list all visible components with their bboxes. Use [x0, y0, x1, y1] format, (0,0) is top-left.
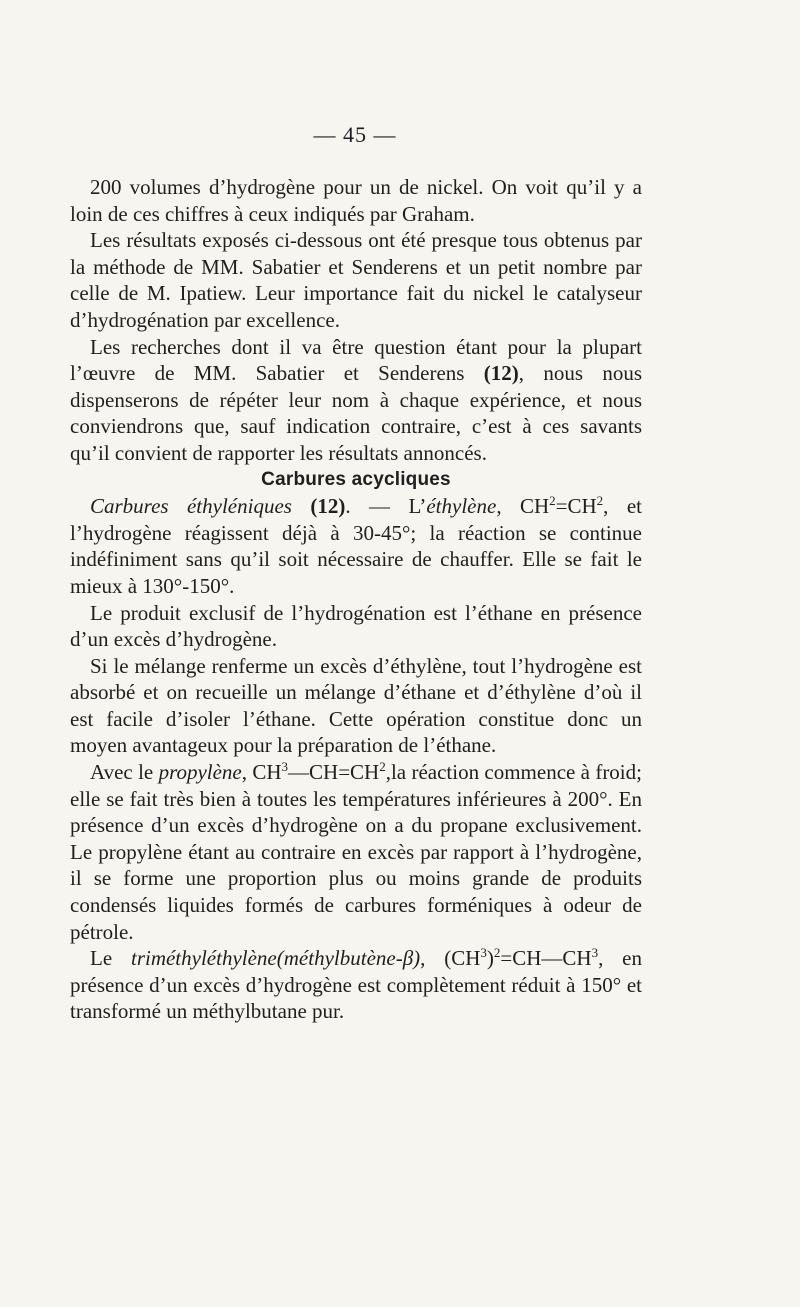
formula-part: , CH [241, 760, 282, 785]
reference-12-b: (12) [291, 494, 346, 519]
subscript-num: 3 [480, 945, 487, 961]
formula-part: ) [486, 946, 494, 971]
formula-part: =CH—CH [500, 946, 592, 971]
subscript-num: 2 [549, 493, 556, 509]
paragraph-8 [70, 945, 642, 1025]
compound-ethylene: éthylène [426, 494, 497, 519]
subscript-num: 3 [281, 759, 289, 775]
article: L’ [408, 494, 427, 519]
section-heading: Carbures acycliques [261, 468, 451, 490]
paragraph-3-text-b: , nous nous dispenserons de répéter leur nom à chaque expérience, et nous conviendrons que, sauf indication contraire, c’est à ces savants qu’il convient de rapporter les résultats annoncés. [70, 361, 642, 465]
paragraph-4 [70, 493, 642, 599]
page-number: — 45 — [313, 122, 397, 147]
subscript-num: 2 [596, 493, 604, 509]
paragraph-7 [70, 759, 642, 945]
reference-12: (12) [483, 361, 519, 386]
compound-trimethylethylene: triméthyléthylène [130, 946, 277, 971]
paragraph-3 [70, 334, 642, 467]
formula-part: , CH [496, 494, 550, 519]
formula-part: —CH=CH [288, 760, 380, 785]
paragraph-8-text-b: , en présence d’un excès d’hydrogène est complètement réduit à 150° et transformé un méthylbutane pur. [70, 946, 643, 1024]
paragraph-2: Les résultats exposés ci-dessous ont été presque tous obtenus par la méthode de MM. Sabatier et Senderens et un petit nombre par celle de M. Ipatiew. Leur importance fait du nickel le catalyseur d’hydrogénation par excellence. [70, 228, 642, 332]
paragraph-6: Si le mélange renferme un excès d’éthylène, tout l’hydrogène est absorbé et on recueille un mélange d’éthane et d’éthylène d’où il est facile d’isoler l’éthane. Cette opération constitue donc un moyen avantageux pour la préparation de l’éthane. [70, 653, 642, 758]
paragraph-8-text-a: Le [90, 946, 131, 971]
paragraph-4-text: , et l’hydrogène réagissent déjà à 30-45°; la réaction se continue indéfiniment sans qu’il soit nécessaire de chauffer. Elle se fait le mieux à 130°-150°. [70, 494, 642, 598]
paragraph-7-text-b: ,la réaction commence à froid; elle se fait très bien à toutes les températures inférieures à 200°. En présence d’un excès d’hydrogène on a du propane exclusivement. Le propylène étant au contraire en excès par rapport à l’hydrogène, il se forme une proportion plus ou moins grande de produits condensés liquides formés de carbures forméniques à odeur de pétrole. [70, 760, 642, 944]
subsection-lead: Carbures éthyléniques [90, 494, 292, 519]
subscript-num: 2 [379, 759, 386, 775]
lead-dash: . — [345, 494, 409, 519]
formula-part: , (CH [420, 946, 481, 971]
body-text [70, 174, 642, 1025]
compound-propylene: propylène [158, 760, 242, 785]
compound-alt-name: (méthylbutène-β) [276, 946, 421, 971]
formula-part: =CH [555, 494, 597, 519]
paragraph-1: 200 volumes d’hydrogène pour un de nickel. On voit qu’il y a loin de ces chiffres à ceux indiqués par Graham. [70, 175, 642, 226]
paragraph-7-text-a: Avec le [90, 760, 159, 785]
paragraph-5: Le produit exclusif de l’hydrogénation est l’éthane en présence d’un excès d’hydrogène. [70, 600, 642, 652]
paragraph-3-text-a: Les recherches dont il va être question étant pour la plupart l’œuvre de MM. Sabatier et Senderens [70, 334, 642, 386]
subscript-num: 3 [591, 945, 599, 961]
subscript-num: 2 [493, 945, 501, 961]
